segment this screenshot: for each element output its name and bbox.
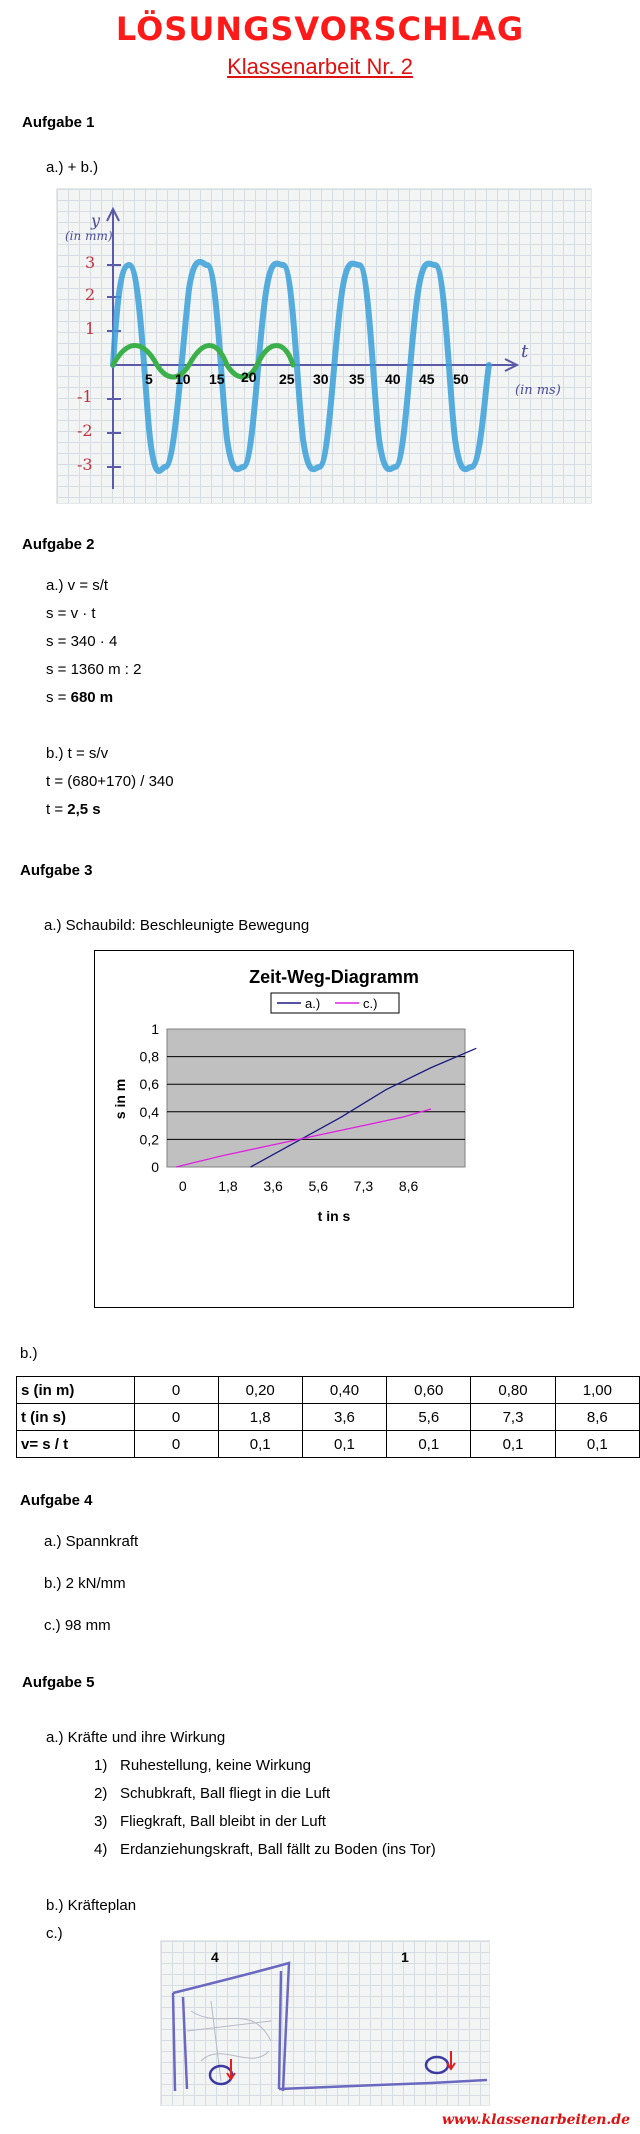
sketch-label-4: 4 [211, 1949, 219, 1965]
table-row-head: t (in s) [17, 1404, 135, 1431]
chart-x-tick-label: 3,6 [263, 1178, 283, 1194]
table-row [17, 1377, 640, 1404]
chart-title: Zeit-Weg-Diagramm [249, 967, 419, 987]
a4-item: b.) 2 kN/mm [44, 1575, 126, 1592]
a3-b-label: b.) [20, 1345, 38, 1362]
sketch-x-tick: 50 [453, 371, 469, 387]
table-cell: 0,1 [302, 1431, 386, 1458]
force-sketch [160, 1940, 490, 2106]
chart-plot-area [167, 1029, 465, 1167]
table-cell: 0,1 [471, 1431, 555, 1458]
sketch-y-tick: 1 [85, 319, 96, 338]
sketch-x-unit: (in ms) [515, 383, 561, 398]
list-item: 1) Ruhestellung, keine Wirkung [94, 1757, 311, 1774]
a2-result-a-value: 680 m [70, 689, 114, 706]
table-cell: 0 [134, 1377, 218, 1404]
page-subtitle: Klassenarbeit Nr. 2 [227, 54, 413, 79]
chart-y-tick-label: 0,6 [139, 1076, 159, 1093]
list-item: 4) Erdanziehungskraft, Ball fällt zu Boden (ins Tor) [94, 1841, 436, 1858]
a2-line: b.) t = s/v [46, 745, 109, 762]
table-cell: 0 [134, 1431, 218, 1458]
table-cell: 0,40 [302, 1377, 386, 1404]
sketch-x-tick: 20 [241, 369, 257, 385]
sketch-label-1: 1 [401, 1949, 409, 1965]
a1-sub-label: a.) + b.) [46, 159, 99, 176]
sketch-x-tick: 5 [145, 371, 153, 387]
a5-b-label: b.) Kräfteplan [46, 1897, 137, 1914]
heading-aufgabe-2: Aufgabe 2 [22, 536, 95, 553]
sketch-x-tick: 25 [279, 371, 295, 387]
a2-result-b: t = 2,5 s [46, 801, 101, 818]
a5-c-label: c.) [46, 1925, 63, 1942]
chart-x-tick-label: 7,3 [353, 1178, 374, 1194]
table-cell: 0,80 [471, 1377, 555, 1404]
a4-item: a.) Spannkraft [44, 1533, 139, 1550]
zeit-weg-chart [94, 950, 574, 1308]
force-sketch-drawing [161, 1941, 489, 2105]
chart-x-tick-label: 5,6 [308, 1178, 328, 1194]
table-row [17, 1431, 640, 1458]
table-cell: 0,1 [555, 1431, 639, 1458]
a2-result-b-value: 2,5 s [67, 801, 101, 818]
sketch-x-tick: 40 [385, 371, 401, 387]
sketch-y-tick: -1 [77, 387, 93, 406]
ground-line [279, 2080, 487, 2089]
a4-item: c.) 98 mm [44, 1617, 111, 1634]
speed-table [16, 1376, 640, 1458]
wave-sketch [56, 188, 592, 504]
table-cell: 7,3 [471, 1404, 555, 1431]
wave-b-curve [113, 262, 489, 471]
table-cell: 0,1 [387, 1431, 471, 1458]
a2-result-a: s = 680 m [46, 689, 114, 706]
table-cell: 0,20 [218, 1377, 302, 1404]
chart-y-tick-label: 0 [151, 1159, 159, 1175]
a2-line: a.) v = s/t [46, 577, 109, 594]
list-item: 2) Schubkraft, Ball fliegt in die Luft [94, 1785, 331, 1802]
chart-x-tick-label: 0 [178, 1178, 187, 1194]
table-cell: 5,6 [387, 1404, 471, 1431]
table-row-head: s (in m) [17, 1377, 135, 1404]
legend-label-a: a.) [305, 996, 321, 1011]
chart-y-tick-label: 0,2 [139, 1131, 159, 1148]
a2-block [46, 572, 174, 824]
table-cell: 0,60 [387, 1377, 471, 1404]
a2-line: t = (680+170) / 340 [46, 773, 174, 790]
sketch-y-tick: 3 [85, 253, 96, 272]
footer-url: www.klassenarbeiten.de [441, 2112, 630, 2128]
table-cell: 0,1 [218, 1431, 302, 1458]
table-row-head: v= s / t [17, 1431, 135, 1458]
sketch-y-tick: 2 [85, 285, 96, 304]
page-title: LÖSUNGSVORSCHLAG [115, 10, 525, 48]
table-cell: 8,6 [555, 1404, 639, 1431]
sketch-y-axis-name: y [91, 211, 101, 230]
sketch-y-tick: -2 [77, 421, 93, 440]
a3-a-label: a.) Schaubild: Beschleunigte Bewegung [44, 917, 310, 934]
sketch-y-unit: (in mm) [65, 229, 113, 243]
sketch-x-tick: 45 [419, 371, 435, 387]
heading-aufgabe-3: Aufgabe 3 [20, 862, 93, 879]
sketch-x-tick: 30 [313, 371, 329, 387]
legend-label-c: c.) [363, 996, 378, 1011]
chart-canvas [95, 951, 573, 1307]
table-cell: 0 [134, 1404, 218, 1431]
table-row [17, 1404, 640, 1431]
a5-force-list [94, 1752, 436, 1864]
a2-line: s = v · t [46, 605, 96, 622]
sketch-y-tick: -3 [77, 455, 93, 474]
list-item: 3) Fliegkraft, Ball bleibt in der Luft [94, 1813, 326, 1830]
sketch-x-tick: 10 [175, 371, 191, 387]
table-cell: 1,8 [218, 1404, 302, 1431]
chart-x-tick-label: 8,6 [398, 1178, 419, 1194]
a2-line: s = 340 · 4 [46, 633, 118, 650]
chart-y-tick-label: 0,8 [139, 1048, 159, 1065]
ball-sketch [426, 2057, 448, 2073]
table-cell: 3,6 [302, 1404, 386, 1431]
chart-x-axis-label: t in s [317, 1208, 351, 1224]
heading-aufgabe-4: Aufgabe 4 [20, 1492, 93, 1509]
wave-sketch-drawing [57, 189, 591, 503]
table-cell: 1,00 [555, 1377, 639, 1404]
sketch-x-tick: 15 [209, 371, 225, 387]
chart-x-tick-label: 1,8 [218, 1178, 238, 1194]
chart-y-axis-label: s in m [112, 1078, 128, 1120]
a3-table-wrap [16, 1376, 640, 1458]
chart-y-tick-label: 0,4 [139, 1103, 159, 1120]
heading-aufgabe-1: Aufgabe 1 [22, 114, 95, 131]
sketch-x-axis-name: t [521, 341, 529, 362]
heading-aufgabe-5: Aufgabe 5 [22, 1674, 95, 1691]
chart-y-tick-label: 1 [151, 1021, 159, 1037]
sketch-x-tick: 35 [349, 371, 365, 387]
a2-line: s = 1360 m : 2 [46, 661, 142, 678]
a5-a-label: a.) Kräfte und ihre Wirkung [46, 1729, 226, 1746]
